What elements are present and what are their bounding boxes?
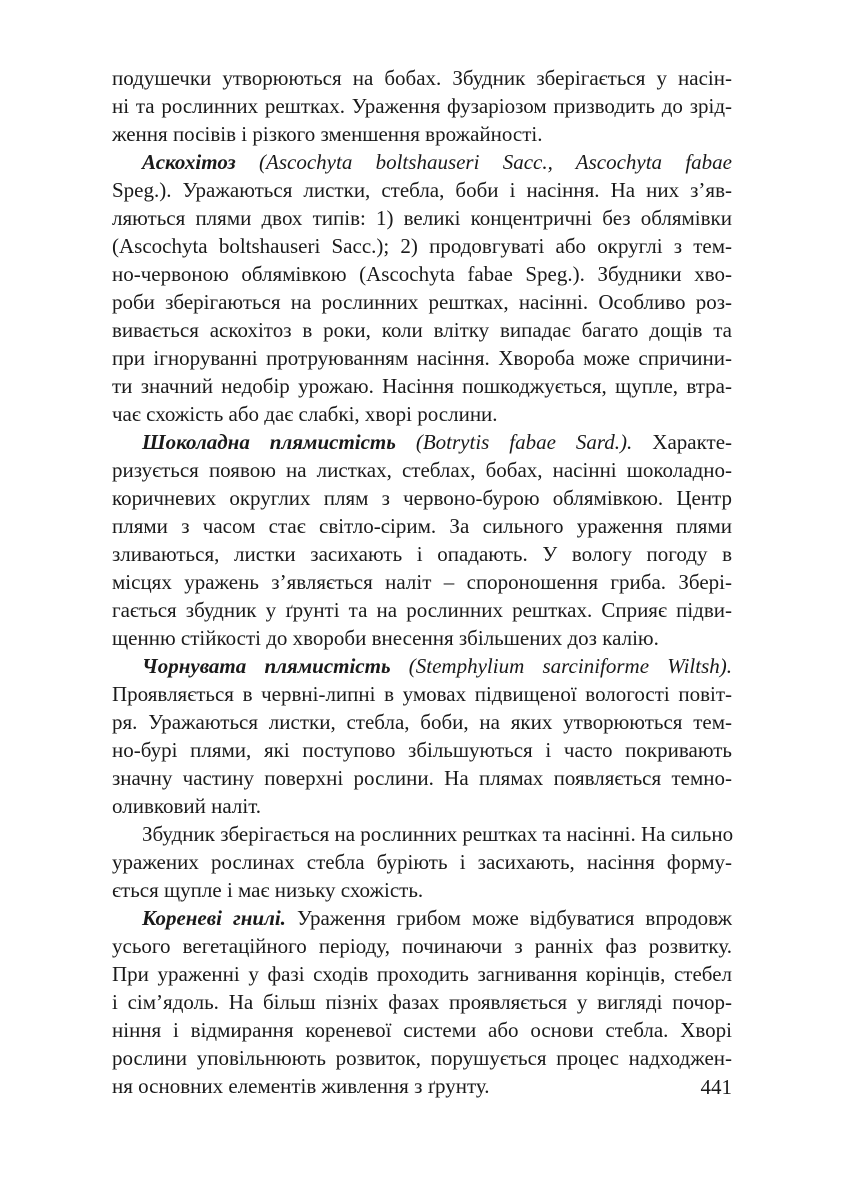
disease-title: Аскохітоз	[142, 150, 236, 174]
disease-title: Шоколадна плямистість	[142, 430, 396, 454]
disease-title: Кореневі гнилі.	[142, 906, 286, 930]
text-line: но-бурі плями, які поступово збільшуються і часто покривають	[112, 738, 732, 762]
latin-name: (Ascochyta boltshauseri Sacc., Ascochyta fabae	[235, 150, 732, 174]
text-line-heading	[112, 148, 732, 176]
text-line: Збудник зберігається на рослинних рештках та насінні. На сильно	[142, 822, 734, 846]
text-line: Проявляється в червні-липні в умовах підвищеної вологості повіт-	[112, 682, 732, 706]
text-line: ється щупле і має низьку схожість.	[112, 878, 424, 902]
text-line: ризується появою на листках, стеблах, бобах, насінні шоколадно-	[112, 458, 732, 482]
text-line: при ігноруванні протруюванням насіння. Хвороба може спричини-	[112, 346, 732, 370]
text-line-heading	[112, 904, 732, 932]
paragraph-stemphylium-continued	[112, 820, 732, 904]
text-line: ні та рослинних рештках. Ураження фузаріозом призводить до зрід-	[112, 94, 732, 118]
text-line: подушечки утворюються на бобах. Збудник зберігається у насін-	[112, 66, 732, 90]
latin-name: (Stemphylium sarciniforme Wiltsh).	[390, 654, 732, 678]
text-line-heading	[112, 428, 732, 456]
text-line: При ураженні у фазі сходів проходить загнивання корінців, стебел	[112, 962, 732, 986]
text-line: щенню стійкості до хвороби внесення збільшених доз калію.	[112, 626, 659, 650]
text-line: значну частину поверхні рослини. На плямах появляється темно-	[112, 766, 732, 790]
text-line: роби зберігаються на рослинних рештках, насінні. Особливо роз-	[112, 290, 732, 314]
text-line: но-червоною облямівкою (Ascochyta fabae Speg.). Збудники хво-	[112, 262, 732, 286]
paragraph-botrytis	[112, 428, 732, 652]
paragraph-stemphylium	[112, 652, 732, 820]
text-line: Speg.). Уражаються листки, стебла, боби і насіння. На них з’яв-	[112, 178, 732, 202]
text-fragment: Ураження грибом може відбуватися впродовж	[285, 906, 732, 930]
text-line: ня основних елементів живлення з ґрунту.	[112, 1074, 490, 1098]
text-fragment: Характе-	[632, 430, 733, 454]
text-line: гається збудник у ґрунті та на рослинних рештках. Сприяє підви-	[112, 598, 732, 622]
text-line: ти значний недобір урожаю. Насіння пошкоджується, щупле, втра-	[112, 374, 732, 398]
text-line: рослини уповільнюють розвиток, порушується процес надходжен-	[112, 1046, 732, 1070]
text-line: ження посівів і різкого зменшення врожайності.	[112, 122, 543, 146]
paragraph-root-rot	[112, 904, 732, 1100]
paragraph-ascochyta	[112, 148, 732, 428]
text-line: уражених рослинах стебла буріють і засихають, насіння форму-	[112, 850, 732, 874]
text-line: оливковий наліт.	[112, 794, 262, 818]
text-line: ря. Уражаються листки, стебла, боби, на яких утворюються тем-	[112, 710, 732, 734]
page-body-text	[112, 64, 732, 1100]
text-line: зливаються, листки засихають і опадають. У вологу погоду в	[112, 542, 732, 566]
text-line: ляються плями двох типів: 1) великі концентричні без облямівки	[112, 206, 732, 230]
disease-title: Чорнувата плямистість	[142, 654, 391, 678]
text-line: місцях уражень з’являється наліт – спороношення гриба. Збері-	[112, 570, 732, 594]
text-line: і сім’ядоль. На більш пізніх фазах проявляється у вигляді почор-	[112, 990, 732, 1014]
latin-name: (Botrytis fabae Sard.).	[395, 430, 633, 454]
text-line: (Ascochyta boltshauseri Sacc.); 2) продовгуваті або округлі з тем-	[112, 234, 732, 258]
text-line: ніння і відмирання кореневої системи або основи стебла. Хворі	[112, 1018, 732, 1042]
text-line: плями з часом стає світло-сірим. За сильного ураження плями	[112, 514, 732, 538]
text-line-heading	[112, 652, 732, 680]
text-line: вивається аскохітоз в роки, коли влітку випадає багато дощів та	[112, 318, 732, 342]
text-line: коричневих округлих плям з червоно-бурою облямівкою. Центр	[112, 486, 732, 510]
text-line: чає схожість або дає слабкі, хворі рослини.	[112, 402, 498, 426]
paragraph-intro	[112, 64, 732, 148]
page-number: 441	[700, 1075, 732, 1099]
text-line: усього вегетаційного періоду, починаючи з ранніх фаз розвитку.	[112, 934, 732, 958]
